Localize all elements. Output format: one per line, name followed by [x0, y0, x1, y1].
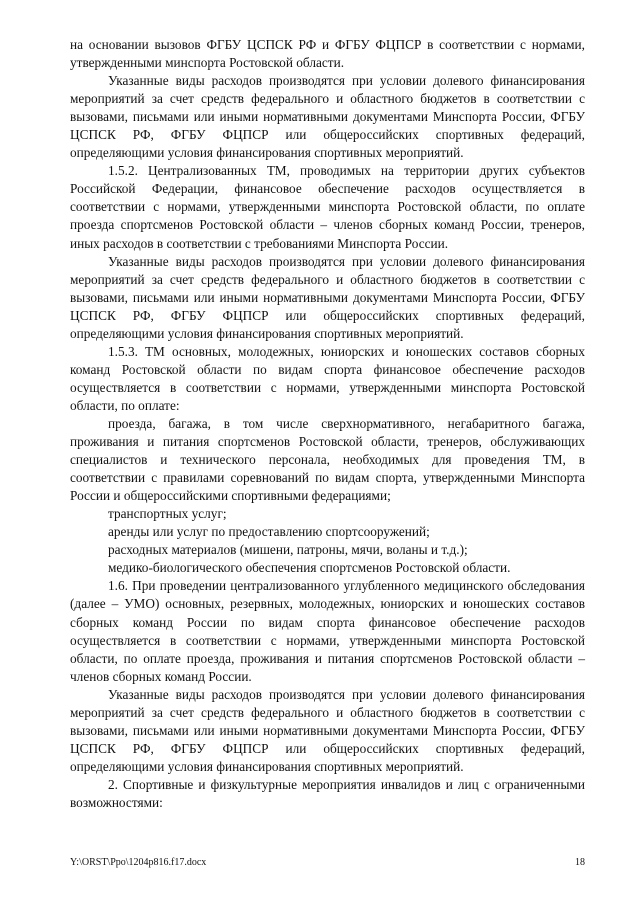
list-item: расходных материалов (мишени, патроны, мячи, воланы и т.д.);: [108, 542, 468, 558]
document-body: [70, 36, 585, 812]
list-item: проезда, багажа, в том числе сверхнормативного, негабаритного багажа, проживания и питания спортсменов Ростовской области, тренеров, обслуживающих специалистов и технического персонала, необходимых для проведения ТМ, в соответствии с правилами соревнований по видам спорта, утвержденными Минспорта России и общероссийскими спортивными федерациями;: [70, 415, 585, 504]
page-number: 18: [575, 857, 585, 868]
paragraph-financing-condition: Указанные виды расходов производятся при условии долевого финансирования мероприятий за счет средств федерального и областного бюджетов в соответствии с вызовами, письмами или иными нормативными документами Минспорта России, ФГБУ ЦСПСК РФ, ФГБУ ФЦПСР или общероссийских спортивных федераций, определяющими условия финансирования спортивных мероприятий.: [70, 73, 585, 161]
paragraph-1-5-3: 1.5.3. ТМ основных, молодежных, юниорских и юношеских составов сборных команд Ростовской области по видам спорта финансовое обеспечение расходов осуществляется в соответствии с нормами, утвержденными минспорта Ростовской области, по оплате:: [70, 343, 585, 413]
footer-file-path: Y:\ORST\Ppo\1204p816.f17.docx: [70, 857, 207, 868]
paragraph-financing-condition: Указанные виды расходов производятся при условии долевого финансирования мероприятий за счет средств федерального и областного бюджетов в соответствии с вызовами, письмами или иными нормативными документами Минспорта России, ФГБУ ЦСПСК РФ, ФГБУ ФЦПСР или общероссийских спортивных федераций, определяющими условия финансирования спортивных мероприятий.: [70, 253, 585, 341]
paragraph-continuation: на основании вызовов ФГБУ ЦСПСК РФ и ФГБУ ФЦПСР в соответствии с нормами, утвержденными минспорта Ростовской области.: [70, 37, 585, 71]
paragraph-section-2: 2. Спортивные и физкультурные мероприятия инвалидов и лиц с ограниченными возможностями:: [70, 776, 585, 810]
paragraph-1-5-2: 1.5.2. Централизованных ТМ, проводимых на территории других субъектов Российской Федерации, финансовое обеспечение расходов осуществляется в соответствии с нормами, утвержденными минспорта Ростовской области, по оплате проезда спортсменов Ростовской области – членов сборных команд России, тренеров, иных расходов в соответствии с требованиями Минспорта России.: [70, 163, 585, 251]
paragraph-1-6: 1.6. При проведении централизованного углубленного медицинского обследования (далее – УМО) основных, резервных, молодежных, юниорских и юношеских составов сборных команд России по видам спорта финансовое обеспечение расходов осуществляется в соответствии с нормами, утвержденными минспорта Ростовской области, по оплате проезда, проживания и питания спортсменов Ростовской области – членов сборных команд России.: [70, 578, 585, 684]
list-item: аренды или услуг по предоставлению спортсооружений;: [108, 524, 430, 540]
list-item: медико-биологического обеспечения спортсменов Ростовской области.: [108, 560, 511, 576]
paragraph-financing-condition: Указанные виды расходов производятся при условии долевого финансирования мероприятий за счет средств федерального и областного бюджетов в соответствии с вызовами, письмами или иными нормативными документами Минспорта России, ФГБУ ЦСПСК РФ, ФГБУ ФЦПСР или общероссийских спортивных федераций, определяющими условия финансирования спортивных мероприятий.: [70, 686, 585, 774]
list-item: транспортных услуг;: [108, 506, 227, 522]
page-footer: [70, 856, 585, 870]
